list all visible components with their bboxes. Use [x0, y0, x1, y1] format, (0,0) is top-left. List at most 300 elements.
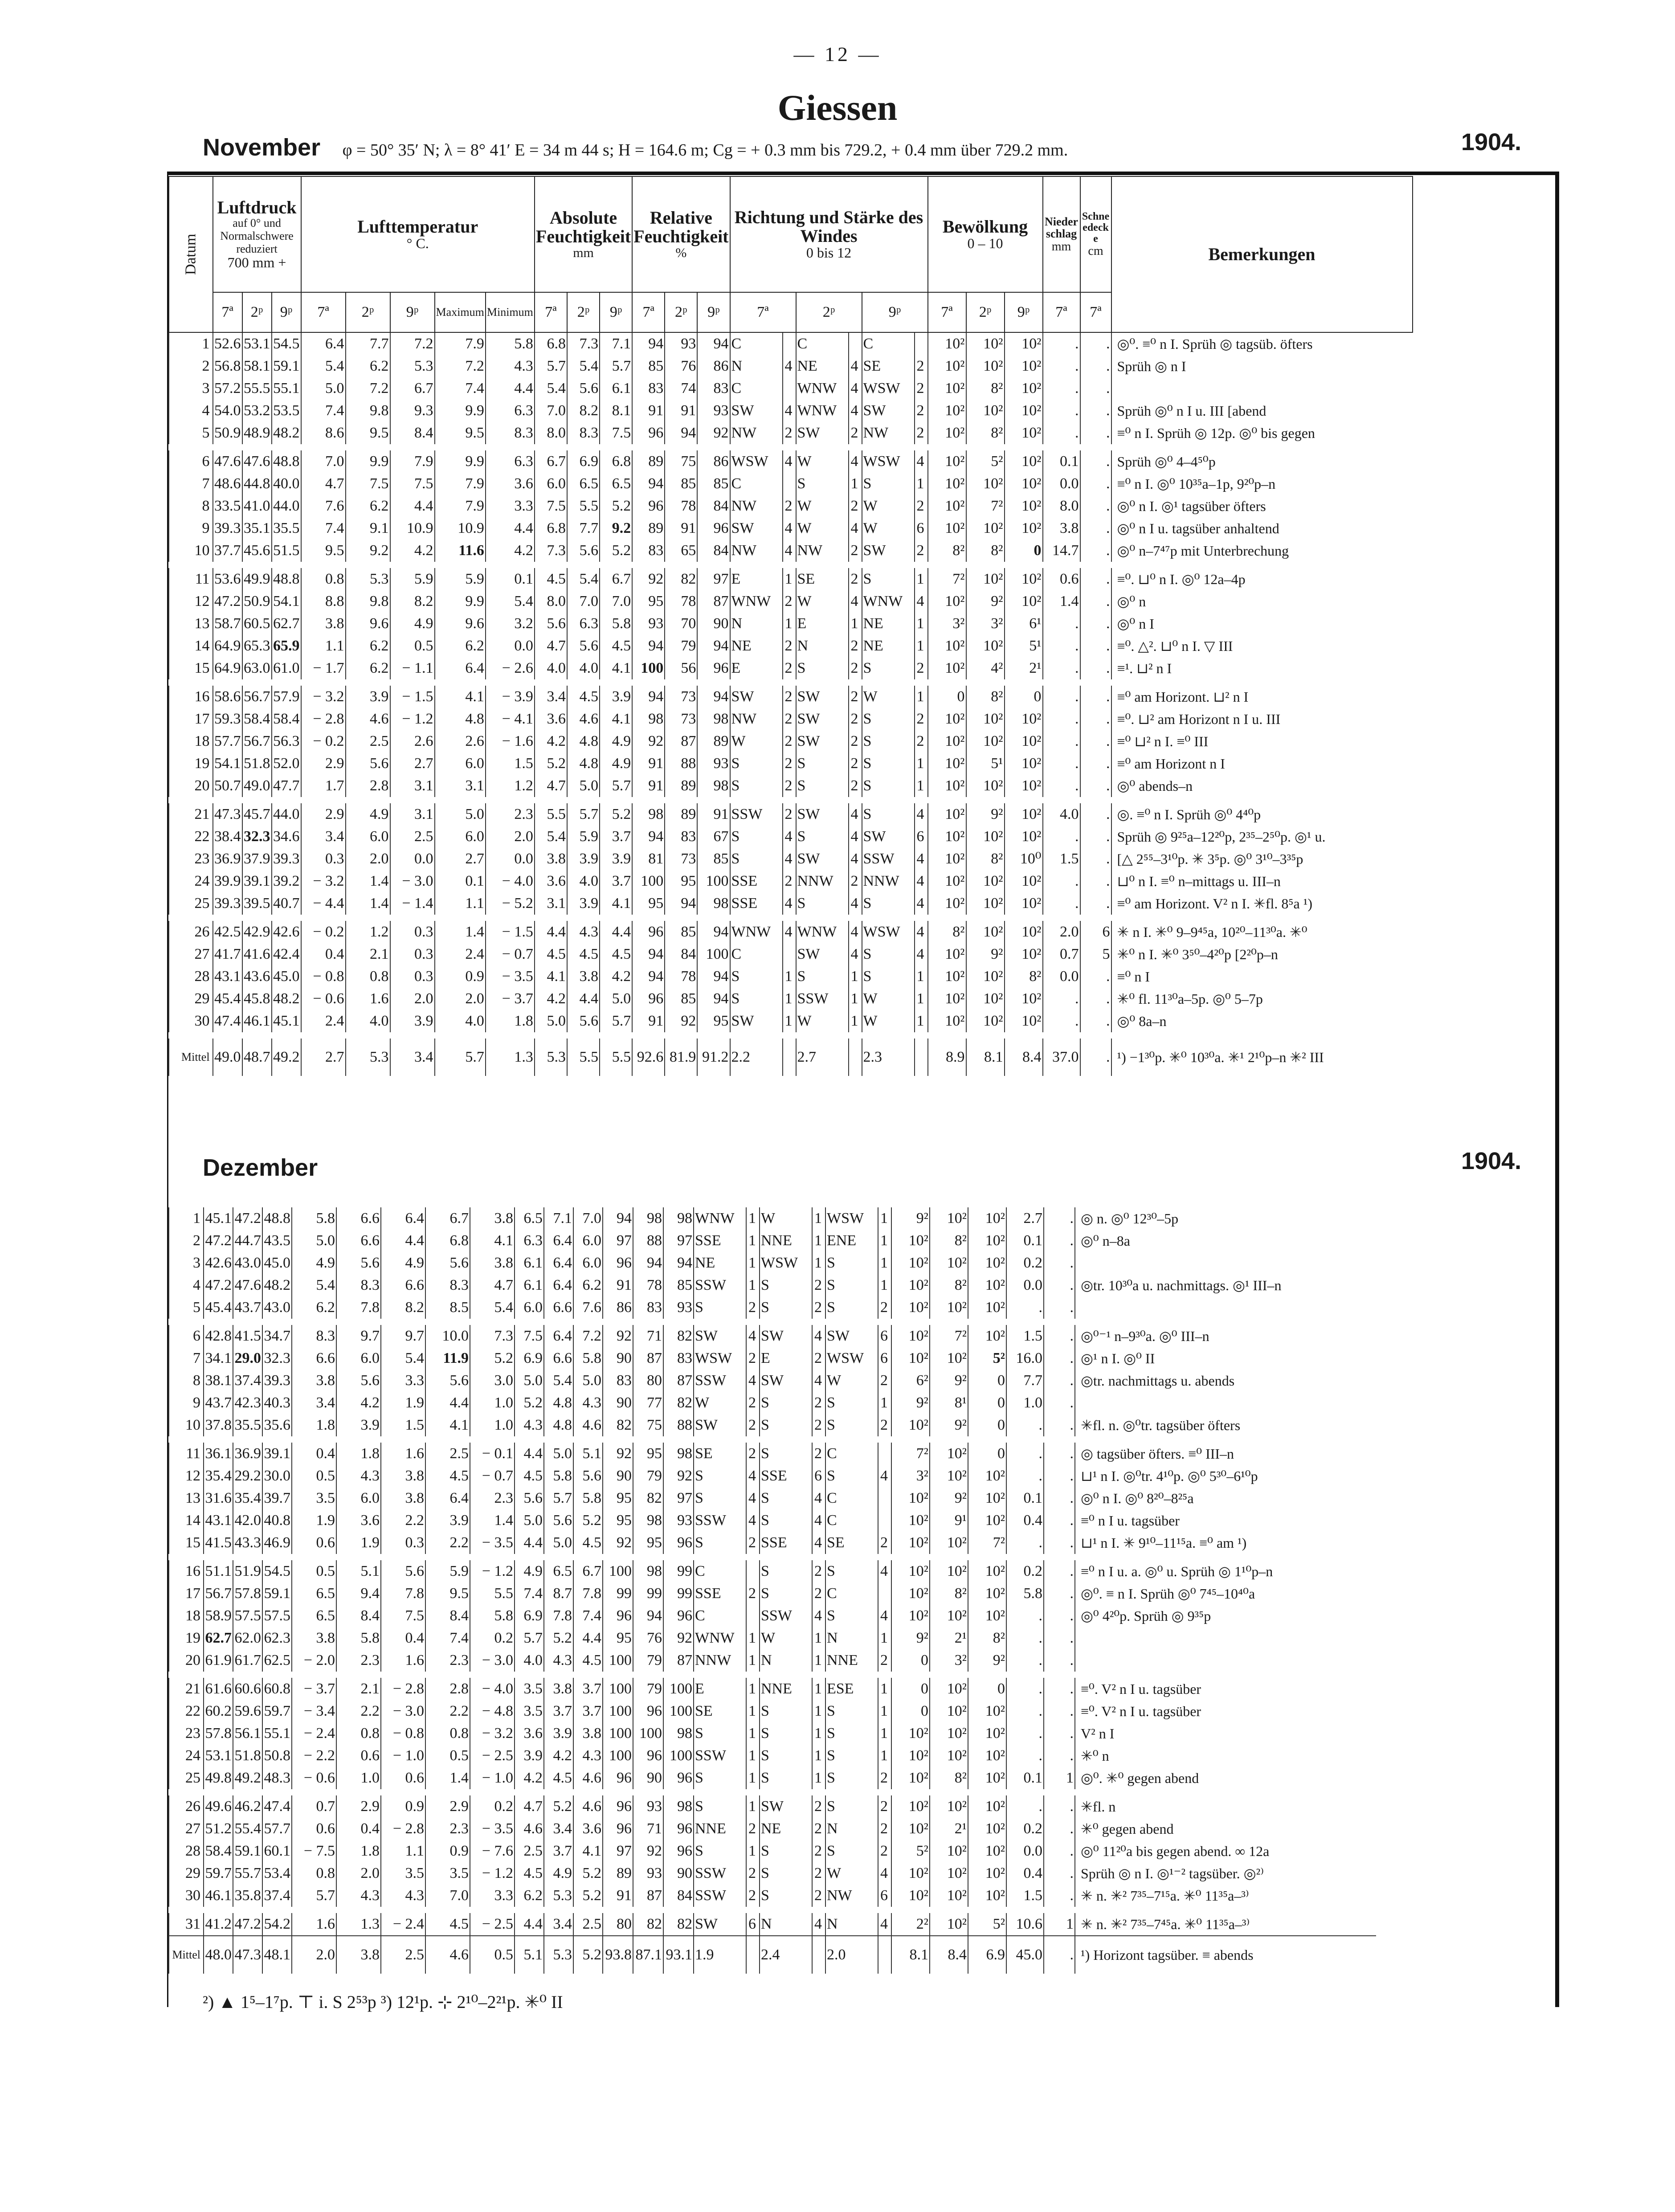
- value-cell: 10²: [968, 1818, 1006, 1840]
- value-cell: 5.2: [573, 1509, 603, 1532]
- value-cell: 4.5: [535, 943, 567, 965]
- value-cell: 55.1: [262, 1722, 292, 1745]
- value-cell: 10²: [928, 1010, 966, 1035]
- value-cell: 3.9: [567, 848, 600, 870]
- header-absolute-feuchtigkeit: Absolute Feuchtigkeit mm: [535, 176, 632, 292]
- value-cell: 6.8: [600, 447, 632, 473]
- sub-7a: 7ª: [1080, 292, 1111, 332]
- value-cell: 93: [665, 332, 697, 355]
- value-cell: 4: [746, 1487, 760, 1509]
- value-cell: W: [760, 1207, 812, 1230]
- value-cell: 70: [665, 613, 697, 635]
- value-cell: 4.3: [573, 1392, 603, 1414]
- value-cell: − 4.0: [470, 1675, 515, 1700]
- value-cell: 10²: [891, 1767, 930, 1792]
- value-cell: − 2.2: [292, 1745, 336, 1767]
- value-cell: 0.5: [292, 1465, 336, 1487]
- value-cell: 39.1: [242, 870, 272, 892]
- dezember-table: [168, 1207, 1376, 1974]
- value-cell: 51.8: [233, 1745, 262, 1767]
- value-cell: 4: [915, 800, 928, 826]
- value-cell: − 0.6: [301, 988, 346, 1010]
- value-cell: 55.1: [272, 377, 301, 400]
- value-cell: 32.3: [262, 1347, 292, 1370]
- value-cell: 6.2: [515, 1885, 544, 1910]
- value-cell: 34.7: [262, 1322, 292, 1347]
- value-cell: 49.0: [242, 775, 272, 800]
- remark-cell: ≡⁰ am Horizont. ⊔² n I: [1111, 683, 1413, 708]
- value-cell: 1: [812, 1207, 825, 1230]
- value-cell: .: [1080, 708, 1111, 730]
- table-row: [169, 1675, 1376, 1700]
- value-cell: [783, 377, 796, 400]
- value-cell: 5.6: [381, 1557, 425, 1582]
- value-cell: 53.1: [242, 332, 272, 355]
- value-cell: S: [760, 1745, 812, 1767]
- value-cell: 1: [783, 965, 796, 988]
- value-cell: 0: [891, 1649, 930, 1675]
- value-cell: 35.6: [262, 1414, 292, 1439]
- value-cell: 62.7: [272, 613, 301, 635]
- value-cell: 2: [878, 1840, 891, 1862]
- value-cell: W: [825, 1862, 878, 1885]
- value-cell: 5.4: [567, 355, 600, 377]
- value-cell: 46.9: [262, 1532, 292, 1557]
- value-cell: 91: [603, 1274, 633, 1296]
- value-cell: SSW: [760, 1605, 812, 1627]
- remark-cell: ◎⁰. ✳⁰ gegen abend: [1075, 1767, 1376, 1792]
- sub-9p: 9ᵖ: [600, 292, 632, 332]
- value-cell: 50.9: [242, 590, 272, 613]
- value-cell: E: [730, 657, 783, 683]
- value-cell: 94: [632, 965, 665, 988]
- value-cell: − 2.0: [292, 1649, 336, 1675]
- value-cell: 8.0: [1043, 495, 1080, 517]
- sub-9p: 9ᵖ: [697, 292, 730, 332]
- value-cell: 10²: [1005, 1010, 1043, 1035]
- value-cell: 10²: [1005, 473, 1043, 495]
- value-cell: 1: [849, 965, 862, 988]
- table-row: [169, 1465, 1376, 1487]
- value-cell: 4.3: [573, 1745, 603, 1767]
- value-cell: 10²: [928, 473, 966, 495]
- mean-cell: 5.3: [346, 1035, 390, 1076]
- value-cell: 97: [603, 1230, 633, 1252]
- value-cell: 55.4: [233, 1818, 262, 1840]
- value-cell: C: [825, 1582, 878, 1605]
- value-cell: 8²: [966, 422, 1005, 447]
- value-cell: 89: [697, 730, 730, 752]
- value-cell: 65.3: [242, 635, 272, 657]
- value-cell: 4.2: [600, 965, 632, 988]
- value-cell: 95: [633, 1439, 663, 1465]
- value-cell: 0: [891, 1700, 930, 1722]
- mean-cell: 5.3: [535, 1035, 567, 1076]
- table-row: [169, 1792, 1376, 1818]
- value-cell: 94: [632, 683, 665, 708]
- value-cell: 4: [783, 826, 796, 848]
- value-cell: 10²: [891, 1296, 930, 1322]
- value-cell: 4.9: [544, 1862, 573, 1885]
- value-cell: 10²: [968, 1322, 1006, 1347]
- value-cell: 94: [665, 422, 697, 447]
- value-cell: 87: [663, 1649, 694, 1675]
- mean-cell: 92.6: [632, 1035, 665, 1076]
- value-cell: 10²: [928, 943, 966, 965]
- value-cell: 9.5: [425, 1582, 470, 1605]
- value-cell: 4.4: [573, 1627, 603, 1649]
- day-cell: 19: [169, 1627, 204, 1649]
- value-cell: 10²: [928, 752, 966, 775]
- value-cell: 60.6: [233, 1675, 262, 1700]
- value-cell: SSW: [694, 1745, 746, 1767]
- value-cell: 91: [603, 1885, 633, 1910]
- value-cell: 56.3: [272, 730, 301, 752]
- value-cell: 98: [697, 775, 730, 800]
- value-cell: 48.2: [272, 422, 301, 447]
- value-cell: 2.3: [486, 800, 535, 826]
- value-cell: 2: [783, 635, 796, 657]
- value-cell: 94: [697, 988, 730, 1010]
- value-cell: WSW: [825, 1347, 878, 1370]
- value-cell: 49.8: [204, 1767, 233, 1792]
- table-row: [169, 988, 1413, 1010]
- value-cell: 92: [603, 1532, 633, 1557]
- value-cell: 4.5: [515, 1862, 544, 1885]
- remark-cell: ⊔¹ n I. ◎⁰tr. 4¹⁰p. ◎⁰ 5³⁰–6¹⁰p: [1075, 1465, 1376, 1487]
- value-cell: 4.5: [600, 943, 632, 965]
- value-cell: 4.2: [535, 730, 567, 752]
- value-cell: 10²: [966, 826, 1005, 848]
- value-cell: 10²: [966, 1010, 1005, 1035]
- value-cell: 76: [665, 355, 697, 377]
- value-cell: 4.0: [567, 870, 600, 892]
- remark-cell: Sprüh ◎ 9²⁵a–12²⁰p, 2³⁵–2⁵⁰p. ◎¹ u.: [1111, 826, 1413, 848]
- value-cell: 10²: [891, 1885, 930, 1910]
- value-cell: 0.2: [470, 1792, 515, 1818]
- value-cell: 10²: [968, 1252, 1006, 1274]
- value-cell: − 2.5: [470, 1910, 515, 1936]
- value-cell: 94: [632, 332, 665, 355]
- value-cell: 10²: [966, 332, 1005, 355]
- value-cell: 5.9: [425, 1557, 470, 1582]
- value-cell: 47.2: [233, 1207, 262, 1230]
- sub-7a: 7ª: [632, 292, 665, 332]
- value-cell: W: [862, 1010, 915, 1035]
- value-cell: 0.7: [292, 1792, 336, 1818]
- table-row: [169, 540, 1413, 565]
- value-cell: 0.2: [1006, 1557, 1044, 1582]
- value-cell: 35.8: [233, 1885, 262, 1910]
- value-cell: 1: [746, 1722, 760, 1745]
- value-cell: 9²: [891, 1392, 930, 1414]
- mean-label: Mittel: [169, 1936, 204, 1974]
- value-cell: 0: [968, 1392, 1006, 1414]
- table-row: [169, 1414, 1376, 1439]
- value-cell: 73: [665, 848, 697, 870]
- value-cell: 43.7: [233, 1296, 262, 1322]
- value-cell: 32.3: [242, 826, 272, 848]
- value-cell: 96: [633, 1745, 663, 1767]
- value-cell: 1: [915, 775, 928, 800]
- mean-cell: ¹) Horizont tagsüber. ≡ abends: [1075, 1936, 1376, 1974]
- value-cell: 59.1: [262, 1582, 292, 1605]
- value-cell: 1: [746, 1675, 760, 1700]
- value-cell: − 0.7: [470, 1465, 515, 1487]
- value-cell: 1: [783, 988, 796, 1010]
- value-cell: 42.6: [272, 918, 301, 943]
- remark-cell: [1111, 377, 1413, 400]
- value-cell: 100: [603, 1649, 633, 1675]
- value-cell: WSW: [862, 377, 915, 400]
- value-cell: 6.2: [346, 635, 390, 657]
- value-cell: 4.0: [567, 657, 600, 683]
- value-cell: 5.6: [567, 1010, 600, 1035]
- value-cell: 4: [783, 892, 796, 918]
- value-cell: 4.6: [573, 1792, 603, 1818]
- value-cell: W: [694, 1392, 746, 1414]
- value-cell: 0.6: [381, 1767, 425, 1792]
- value-cell: 34.1: [204, 1347, 233, 1370]
- day-cell: 25: [169, 1767, 204, 1792]
- value-cell: SE: [862, 355, 915, 377]
- value-cell: 10²: [891, 1605, 930, 1627]
- value-cell: 2: [746, 1885, 760, 1910]
- value-cell: 31.6: [204, 1487, 233, 1509]
- value-cell: [783, 943, 796, 965]
- value-cell: [915, 332, 928, 355]
- value-cell: 1: [812, 1745, 825, 1767]
- value-cell: 3.8: [567, 965, 600, 988]
- value-cell: 4: [915, 943, 928, 965]
- value-cell: − 3.7: [486, 988, 535, 1010]
- value-cell: 48.3: [262, 1767, 292, 1792]
- value-cell: 98: [663, 1722, 694, 1745]
- value-cell: 0.4: [1006, 1862, 1044, 1885]
- value-cell: 5.2: [515, 1392, 544, 1414]
- remark-cell: V² n I: [1075, 1722, 1376, 1745]
- value-cell: − 2.8: [381, 1818, 425, 1840]
- value-cell: 5.6: [336, 1370, 381, 1392]
- mean-cell: 2.7: [301, 1035, 346, 1076]
- value-cell: 57.7: [262, 1818, 292, 1840]
- value-cell: 4.4: [567, 988, 600, 1010]
- value-cell: 10²: [1005, 826, 1043, 848]
- day-cell: 18: [169, 730, 213, 752]
- remark-cell: ≡⁰. △². ⊔⁰ n I. ▽ III: [1111, 635, 1413, 657]
- value-cell: 0.8: [336, 1722, 381, 1745]
- day-cell: 14: [169, 1509, 204, 1532]
- value-cell: − 1.4: [390, 892, 435, 918]
- value-cell: .: [1043, 1010, 1080, 1035]
- value-cell: 93: [663, 1509, 694, 1532]
- value-cell: S: [760, 1700, 812, 1722]
- value-cell: 1: [812, 1700, 825, 1722]
- value-cell: 10²: [891, 1347, 930, 1370]
- day-cell: 5: [169, 1296, 204, 1322]
- value-cell: WSW: [730, 447, 783, 473]
- table-row: [169, 613, 1413, 635]
- value-cell: N: [825, 1910, 878, 1936]
- value-cell: 10²: [966, 918, 1005, 943]
- value-cell: 46.1: [204, 1885, 233, 1910]
- table-row: [169, 1347, 1376, 1370]
- value-cell: 2: [812, 1414, 825, 1439]
- value-cell: 3.9: [346, 683, 390, 708]
- value-cell: .: [1043, 826, 1080, 848]
- value-cell: 1.4: [435, 918, 486, 943]
- value-cell: 0.4: [292, 1439, 336, 1465]
- value-cell: 94: [697, 635, 730, 657]
- value-cell: 5.2: [573, 1862, 603, 1885]
- value-cell: S: [825, 1792, 878, 1818]
- value-cell: 5.4: [544, 1370, 573, 1392]
- table-row: [169, 1767, 1376, 1792]
- november-header: [203, 134, 1539, 161]
- value-cell: 3.9: [336, 1414, 381, 1439]
- value-cell: 10²: [968, 1885, 1006, 1910]
- page-number: — 12 —: [793, 43, 882, 65]
- mean-cell: 8.9: [928, 1035, 966, 1076]
- value-cell: 4.5: [573, 1649, 603, 1675]
- value-cell: 100: [697, 943, 730, 965]
- value-cell: 6.3: [567, 613, 600, 635]
- value-cell: 2: [915, 400, 928, 422]
- value-cell: 5.0: [301, 377, 346, 400]
- table-row: [169, 355, 1413, 377]
- value-cell: S: [796, 892, 849, 918]
- value-cell: 10²: [930, 1910, 968, 1936]
- value-cell: 1: [746, 1274, 760, 1296]
- value-cell: − 1.5: [486, 918, 535, 943]
- table-row: [169, 752, 1413, 775]
- value-cell: 96: [663, 1532, 694, 1557]
- value-cell: S: [760, 1885, 812, 1910]
- value-cell: 1.2: [346, 918, 390, 943]
- value-cell: 2: [783, 657, 796, 683]
- value-cell: S: [862, 775, 915, 800]
- value-cell: .: [1080, 683, 1111, 708]
- remark-cell: ✳ n I. ✳⁰ 9–9⁴⁵a, 10²⁰–11³⁰a. ✳⁰: [1111, 918, 1413, 943]
- value-cell: 79: [633, 1649, 663, 1675]
- value-cell: 4: [915, 848, 928, 870]
- remark-cell: ✳⁰ n: [1075, 1745, 1376, 1767]
- value-cell: .: [1080, 517, 1111, 540]
- footnote: ²) ▲ 1⁵–1⁷p. ⊤ i. S 2⁵³p ³) 12¹p. ⊹ 2¹⁰–2²¹p. ✳⁰ II: [203, 1992, 563, 2012]
- value-cell: 10²: [928, 635, 966, 657]
- value-cell: W: [862, 988, 915, 1010]
- value-cell: 0.0: [1043, 473, 1080, 495]
- day-cell: 28: [169, 965, 213, 988]
- value-cell: 96: [632, 988, 665, 1010]
- value-cell: 3.6: [486, 473, 535, 495]
- value-cell: S: [760, 1840, 812, 1862]
- value-cell: SSW: [694, 1509, 746, 1532]
- value-cell: 10²: [928, 400, 966, 422]
- mean-cell: [849, 1035, 862, 1076]
- value-cell: 97: [663, 1230, 694, 1252]
- value-cell: 62.0: [233, 1627, 262, 1649]
- sub-7a: 7ª: [730, 292, 796, 332]
- day-cell: 26: [169, 918, 213, 943]
- value-cell: 87: [663, 1370, 694, 1392]
- day-cell: 5: [169, 422, 213, 447]
- value-cell: 29.2: [233, 1465, 262, 1487]
- value-cell: NNE: [825, 1649, 878, 1675]
- value-cell: NNW: [796, 870, 849, 892]
- value-cell: 45.1: [272, 1010, 301, 1035]
- value-cell: 3.9: [600, 848, 632, 870]
- value-cell: NNW: [694, 1649, 746, 1675]
- value-cell: 42.3: [233, 1392, 262, 1414]
- remark-cell: ◎⁰. ≡⁰ n I. Sprüh ◎ tagsüb. öfters: [1111, 332, 1413, 355]
- value-cell: 2.4: [301, 1010, 346, 1035]
- value-cell: .: [1080, 422, 1111, 447]
- value-cell: 4: [849, 892, 862, 918]
- value-cell: [783, 473, 796, 495]
- value-cell: − 2.8: [301, 708, 346, 730]
- value-cell: S: [862, 473, 915, 495]
- value-cell: 3.4: [301, 826, 346, 848]
- value-cell: 4.9: [515, 1557, 544, 1582]
- value-cell: SW: [796, 800, 849, 826]
- value-cell: 7.2: [346, 377, 390, 400]
- value-cell: 1.1: [301, 635, 346, 657]
- value-cell: 2: [878, 1296, 891, 1322]
- value-cell: 0.4: [336, 1818, 381, 1840]
- value-cell: 9²: [930, 1370, 968, 1392]
- value-cell: 100: [603, 1675, 633, 1700]
- value-cell: 1.0: [470, 1392, 515, 1414]
- value-cell: 1.1: [435, 892, 486, 918]
- value-cell: 1.2: [486, 775, 535, 800]
- value-cell: 3.7: [573, 1675, 603, 1700]
- table-row: [169, 1509, 1376, 1532]
- value-cell: 9²: [891, 1627, 930, 1649]
- value-cell: 2.3: [336, 1649, 381, 1675]
- value-cell: 58.4: [204, 1840, 233, 1862]
- value-cell: 56.7: [242, 683, 272, 708]
- value-cell: 8²: [966, 848, 1005, 870]
- value-cell: 6.8: [425, 1230, 470, 1252]
- value-cell: .: [1080, 400, 1111, 422]
- value-cell: 10²: [891, 1414, 930, 1439]
- value-cell: 4.4: [486, 517, 535, 540]
- value-cell: 83: [603, 1370, 633, 1392]
- day-cell: 25: [169, 892, 213, 918]
- day-cell: 8: [169, 495, 213, 517]
- value-cell: 43.0: [262, 1296, 292, 1322]
- table-row: [169, 775, 1413, 800]
- table-row: [169, 683, 1413, 708]
- day-cell: 9: [169, 517, 213, 540]
- value-cell: 2: [783, 590, 796, 613]
- value-cell: 61.9: [204, 1649, 233, 1675]
- value-cell: − 4.0: [486, 870, 535, 892]
- value-cell: 3.3: [381, 1370, 425, 1392]
- value-cell: 8²: [968, 1627, 1006, 1649]
- value-cell: .: [1044, 1296, 1075, 1322]
- value-cell: WNW: [862, 590, 915, 613]
- value-cell: 47.2: [204, 1230, 233, 1252]
- value-cell: .: [1006, 1792, 1044, 1818]
- value-cell: 3.5: [292, 1487, 336, 1509]
- value-cell: 2.5: [425, 1439, 470, 1465]
- value-cell: NW: [862, 422, 915, 447]
- value-cell: 10²: [891, 1487, 930, 1509]
- value-cell: 98: [632, 800, 665, 826]
- value-cell: 73: [665, 683, 697, 708]
